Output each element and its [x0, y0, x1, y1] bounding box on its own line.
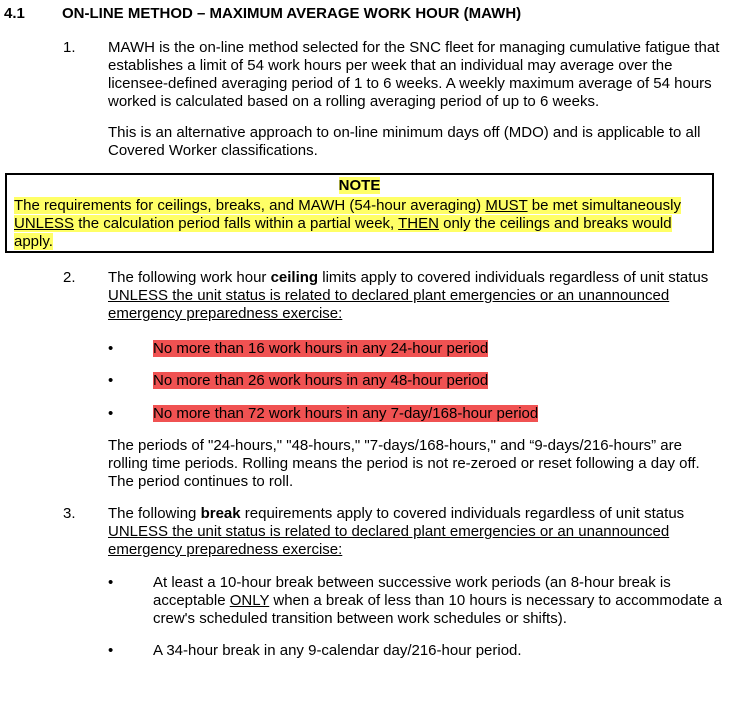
item-2-number: 2.	[63, 269, 76, 286]
item-1-paragraph-2: This is an alternative approach to on-line minimum days off (MDO) and is applicable to all Covered Worker classifications.	[108, 124, 701, 159]
note-text: The requirements for ceilings, breaks, and MAWH (54-hour averaging) MUST be met simultaneously UNLESS the calculation period falls within a partial week, THEN only the ceilings and breaks would apply.	[14, 197, 681, 250]
note-then: THEN	[398, 215, 439, 232]
bullet-icon: •	[108, 642, 114, 659]
bullet-icon: •	[108, 340, 114, 357]
item-2-rolling-note: The periods of "24-hours," "48-hours," "7-days/168-hours," and “9-days/216-hours” are rolling time periods. Rolling means the period is not re-zeroed or reset following a day off. The period continues to roll.	[108, 437, 700, 490]
bullet-icon: •	[108, 405, 114, 422]
break-requirement-1: At least a 10-hour break between successive work periods (an 8-hour break is acceptable ONLY when a break of less than 10 hours is necessary to accommodate a crew's scheduled transition between work schedules or shifts).	[153, 574, 722, 627]
item-3-intro: The following break requirements apply to covered individuals regardless of unit status UNLESS the unit status is related to declared plant emergencies or an unannounced emergency preparedness exercise:	[108, 505, 685, 558]
section-number: 4.1	[4, 5, 25, 22]
item-3-number: 3.	[63, 505, 76, 522]
note-unless: UNLESS	[14, 215, 75, 232]
note-box	[5, 173, 714, 253]
note-must: MUST	[485, 197, 528, 214]
bullet-icon: •	[108, 574, 114, 591]
ceiling-limit-2: No more than 26 work hours in any 48-hour period	[153, 372, 489, 389]
item-1-number: 1.	[63, 39, 76, 56]
item-2-intro: The following work hour ceiling limits apply to covered individuals regardless of unit status UNLESS the unit status is related to declared plant emergencies or an unannounced emergency preparedness exercise:	[108, 269, 709, 322]
ceiling-limit-3: No more than 72 work hours in any 7-day/168-hour period	[153, 405, 539, 422]
break-requirement-2: A 34-hour break in any 9-calendar day/216-hour period.	[153, 642, 522, 659]
section-title: ON-LINE METHOD – MAXIMUM AVERAGE WORK HOUR (MAWH)	[62, 5, 522, 22]
note-title: NOTE	[338, 177, 381, 194]
item-1-paragraph-1: MAWH is the on-line method selected for the SNC fleet for managing cumulative fatigue that establishes a limit of 54 work hours per week that an individual may average over the licensee-defined averaging period of 1 to 6 weeks. A weekly maximum average of 54 hours worked is calculated based on a rolling averaging period of up to 6 weeks.	[108, 39, 720, 110]
bullet-icon: •	[108, 372, 114, 389]
ceiling-limit-1: No more than 16 work hours in any 24-hour period	[153, 340, 489, 357]
